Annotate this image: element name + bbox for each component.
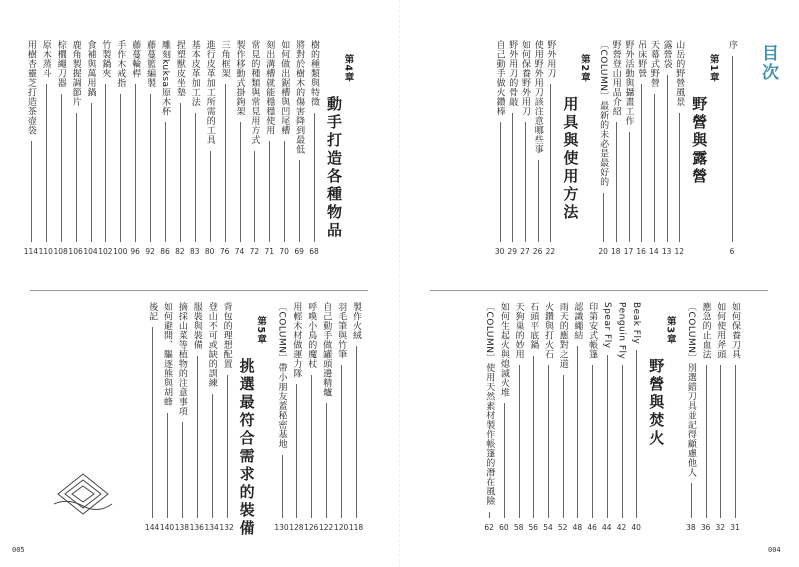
toc-entry-title: 如何生起火與熄滅火堆 (498, 302, 509, 397)
chapter-title: 挑選最符合需求的裝備 (237, 358, 256, 538)
leader-line (607, 355, 608, 518)
toc-entry-title: 使用野外用刀該注意哪些事 (532, 40, 543, 154)
leader-line (120, 94, 121, 243)
toc-entry-title: 摘採山菜等植物的注意事項 (176, 302, 187, 416)
leader-line (284, 141, 285, 242)
toc-page-number: 96 (130, 247, 140, 256)
toc-page-number: 13 (661, 247, 672, 256)
toc-entry-title: 製作火絨 (351, 302, 361, 340)
toc-page-number: 108 (53, 247, 68, 256)
toc-entry-title: Beak Fly (631, 302, 642, 345)
toc-entry-title: 印第安式帳篷 (587, 302, 598, 359)
toc-entry-title: 樹的種類與特徵 (309, 40, 319, 107)
toc-page-number: 86 (160, 247, 170, 256)
leader-line (254, 151, 255, 243)
toc-entry-title: 三角框架 (219, 40, 230, 78)
leader-line (180, 103, 181, 242)
toc-page-number: 130 (274, 523, 289, 532)
leader-line (296, 384, 297, 518)
toc-page-number: 52 (557, 523, 568, 532)
chapter-label: 第4章 (342, 54, 354, 83)
toc-page-number: 106 (68, 247, 83, 256)
toc-page-number: 134 (204, 523, 219, 532)
toc-page-number: 36 (700, 523, 711, 532)
toc-entry-title: 露營袋 (661, 40, 672, 69)
leader-line (269, 141, 270, 242)
leader-line (636, 350, 637, 518)
toc-page-number: 6 (729, 247, 735, 256)
leader-line (167, 413, 168, 519)
toc-entry-title: 認識繩結 (572, 302, 583, 340)
toc-entry-title: 食補與萬用鍋 (85, 40, 96, 97)
leader-line (240, 122, 241, 242)
leader-line (538, 160, 539, 242)
toc-entry-title: 將對於樹木的傷害降到最低 (294, 40, 305, 154)
toc-entry-title: 如何保養刀具 (730, 302, 740, 359)
toc-page-number: 74 (234, 247, 245, 256)
page-number-right: 004 (768, 546, 781, 554)
leader-line (622, 365, 623, 518)
toc-page-number: 22 (545, 247, 556, 256)
toc-entry-title: 原木蒸斗 (40, 40, 51, 78)
toc-page-number: 32 (715, 523, 726, 532)
toc-page-number: 80 (204, 247, 215, 256)
chapter-label: 第3章 (664, 316, 676, 345)
toc-page-number: 100 (113, 247, 128, 256)
gutter (399, 0, 400, 567)
toc-entry-title: 服裝與裝備 (191, 302, 202, 350)
chapter-title: 用具與使用方法 (561, 96, 580, 222)
leader-line (691, 483, 692, 518)
toc-page-number: 76 (219, 247, 230, 256)
publisher-logo-icon (52, 470, 114, 518)
toc-page-number: 54 (543, 523, 553, 532)
toc-page-number: 29 (507, 247, 518, 256)
leader-line (533, 356, 534, 519)
leader-line (654, 94, 655, 243)
chapter-label: 第1章 (707, 54, 719, 83)
toc-page-number: 132 (219, 523, 234, 532)
toc-entry-title: 天幕式野營 (648, 40, 659, 88)
toc-page-number: 72 (249, 247, 260, 256)
toc-page-number: 83 (190, 247, 200, 256)
leader-line (732, 56, 733, 243)
leader-line (227, 375, 228, 519)
leader-line (212, 394, 213, 519)
leader-line (76, 113, 77, 243)
leader-line (61, 94, 62, 243)
divider-left (30, 290, 368, 291)
toc-page-number: 70 (279, 247, 289, 256)
toc-page-number: 126 (304, 523, 319, 532)
toc-page-number: 102 (98, 247, 113, 256)
toc-entry-title: 野外用刀的骨敲 (507, 40, 518, 107)
toc-entry-title: 山岳的野營風景 (674, 40, 685, 107)
leader-line (504, 403, 505, 518)
leader-line (165, 122, 166, 242)
toc-page-number: 30 (494, 247, 505, 256)
toc-page-number: 60 (499, 523, 509, 532)
leader-line (341, 365, 342, 518)
toc-page-number: 17 (623, 247, 634, 256)
leader-line (641, 84, 642, 242)
toc-entry-title: 用樹杏靈芝打造茶壺袋 (25, 40, 36, 135)
toc-entry-title: 〔COLUMN〕別選錯刀具並記得顧慮他人 (685, 302, 696, 478)
leader-line (31, 141, 32, 242)
toc-entry-title: 藤蔓輪桿 (130, 40, 141, 78)
toc-entry-title: 雕刻kuksa原木杯 (160, 40, 170, 117)
leader-line (150, 94, 151, 243)
toc-page-number: 26 (532, 247, 543, 256)
toc-page-number: 14 (649, 247, 659, 256)
leader-line (500, 122, 501, 242)
leader-line (616, 122, 617, 242)
toc-entry-title: 進行皮革加工所需的工具 (204, 40, 215, 145)
toc-entry-title: 火鑽與打火石 (543, 302, 553, 359)
toc-page-number: 110 (38, 247, 53, 256)
toc-entry-title: 棕櫚繩刀器 (55, 40, 66, 88)
toc-entry-title: 吊床野營 (636, 40, 647, 78)
leader-line (519, 365, 520, 518)
toc-entry-title: 如何使用斧頭 (715, 302, 726, 359)
toc-page-number: 144 (144, 523, 160, 532)
chapter-label: 第5章 (255, 316, 267, 345)
toc-page-number: 136 (189, 523, 204, 532)
toc-entry-title: 如何避開、驅逐熊與胡蜂 (162, 302, 172, 407)
toc-entry-title: 竹製鍋夾 (100, 40, 111, 78)
chapter-title: 野營與露營 (690, 96, 709, 186)
leader-line (326, 403, 327, 518)
toc-page-number: 114 (23, 247, 39, 256)
toc-entry-title: Penguin Fly (616, 302, 627, 360)
leader-line (356, 346, 357, 518)
toc-entry-title: 自己動手做罐頭邊精爐 (321, 302, 332, 397)
toc-page-number: 104 (83, 247, 98, 256)
toc-entry-title: 製作移動式掛鉤架 (234, 40, 245, 116)
toc-entry-title: 〔COLUMN〕最新的未必是最好的 (598, 40, 609, 187)
toc-entry-title: 野營登山用品介紹 (610, 40, 621, 116)
toc-page-number: 18 (611, 247, 621, 256)
leader-line (182, 422, 183, 518)
leader-line (314, 113, 315, 243)
toc-page-number: 27 (520, 247, 530, 256)
toc-entry-title: 呼喚小鳥的魔杖 (306, 302, 317, 369)
toc-entry-title: 應急的止血法 (700, 302, 711, 359)
toc-entry-title: 自己動手做火鑽棒 (494, 40, 505, 116)
toc-entry-title: 石頭平底鍋 (528, 302, 539, 350)
leader-line (135, 84, 136, 242)
toc-page-number: 44 (602, 523, 612, 532)
leader-line (603, 193, 604, 242)
page-number-left: 005 (12, 546, 25, 554)
toc-entry-title: 天狗巢的妙用 (513, 302, 524, 359)
toc-page-number: 120 (333, 523, 349, 532)
leader-line (563, 375, 564, 519)
toc-page-number: 46 (587, 523, 597, 532)
toc-entry-title: 登山不可或缺的訓練 (206, 302, 217, 388)
toc-page-number: 82 (175, 247, 185, 256)
toc-page-number: 12 (674, 247, 685, 256)
leader-line (577, 346, 578, 518)
toc-entry-title: 如何保養野外用刀 (520, 40, 530, 116)
leader-line (629, 132, 630, 243)
leader-line (91, 103, 92, 242)
toc-page-number: 31 (730, 523, 740, 532)
leader-line (512, 113, 513, 243)
toc-entry-title: 背包的理想配置 (221, 302, 232, 369)
toc-page-number: 128 (289, 523, 304, 532)
chapter-title: 動手打造各種物品 (325, 96, 343, 240)
toc-page-number: 42 (616, 523, 627, 532)
toc-page-number: 48 (572, 523, 583, 532)
toc-entry-title: 後記 (147, 302, 158, 321)
chapter-label: 第2章 (578, 54, 590, 83)
leader-line (550, 84, 551, 242)
toc-entry-title: 〔COLUMN〕使用天然素材製作帳篷的潛在風險 (484, 302, 495, 506)
leader-line (735, 365, 736, 518)
toc-page-number: 68 (309, 247, 319, 256)
toc-page-number: 56 (528, 523, 539, 532)
toc-entry-title: 藤蔓籃編製 (145, 40, 156, 88)
leader-line (46, 84, 47, 242)
toc-entry-title: 用輕木材做運力隊 (291, 302, 302, 378)
leader-line (667, 75, 668, 243)
leader-line (197, 356, 198, 519)
toc-page-number: 140 (159, 523, 175, 532)
toc-title: 目次 (758, 44, 778, 82)
toc-page-number: 62 (484, 523, 494, 532)
toc-entry-title: 野外用刀 (545, 40, 556, 78)
toc-page-number: 40 (631, 523, 641, 532)
toc-page-number: 138 (174, 523, 190, 532)
toc-entry-title: 野外活動與攝畫工作 (623, 40, 634, 126)
toc-page-number: 71 (264, 247, 275, 256)
leader-line (592, 365, 593, 518)
toc-entry-title: Spear Fly (601, 302, 612, 349)
toc-page-number: 118 (348, 523, 364, 532)
leader-line (105, 84, 106, 242)
leader-line (299, 160, 300, 242)
toc-entry-title: 鹿角製握調節片 (70, 40, 81, 107)
toc-page-number: 69 (294, 247, 304, 256)
toc-entry-title: 序 (727, 40, 737, 50)
leader-line (152, 327, 153, 518)
toc-page-number: 92 (145, 247, 155, 256)
divider-right (430, 290, 768, 291)
toc-entry-title: 刻出溝槽就能穩穩使用 (264, 40, 275, 135)
toc-page-number: 122 (319, 523, 334, 532)
toc-entry-title: 常見的種類與常見用方式 (249, 40, 260, 145)
toc-page-number: 58 (513, 523, 524, 532)
toc-entry-title: 手作木戒指 (115, 40, 126, 88)
toc-page-number: 38 (686, 523, 696, 532)
leader-line (720, 365, 721, 518)
toc-entry-title: 捏塑獸皮坐墊 (174, 40, 185, 97)
leader-line (311, 375, 312, 519)
leader-line (548, 365, 549, 518)
leader-line (225, 84, 226, 242)
leader-line (489, 512, 490, 518)
toc-entry-title: 羽毛筆與竹筆 (336, 302, 347, 359)
leader-line (282, 455, 283, 518)
toc-entry-title: 基本皮革加工法 (189, 40, 200, 107)
leader-line (210, 151, 211, 243)
leader-line (195, 113, 196, 243)
leader-line (525, 122, 526, 242)
leader-line (679, 113, 680, 243)
toc-page-number: 16 (636, 247, 646, 256)
leader-line (706, 365, 707, 518)
toc-entry-title: 〔COLUMN〕帶小朋友蓋秘密基地 (276, 302, 287, 449)
chapter-title: 野營與焚火 (647, 358, 666, 448)
toc-page-number: 20 (598, 247, 608, 256)
toc-entry-title: 雨天的應對之道 (557, 302, 568, 369)
toc-entry-title: 如何做出鋸槽與凹尾槽 (279, 40, 290, 135)
